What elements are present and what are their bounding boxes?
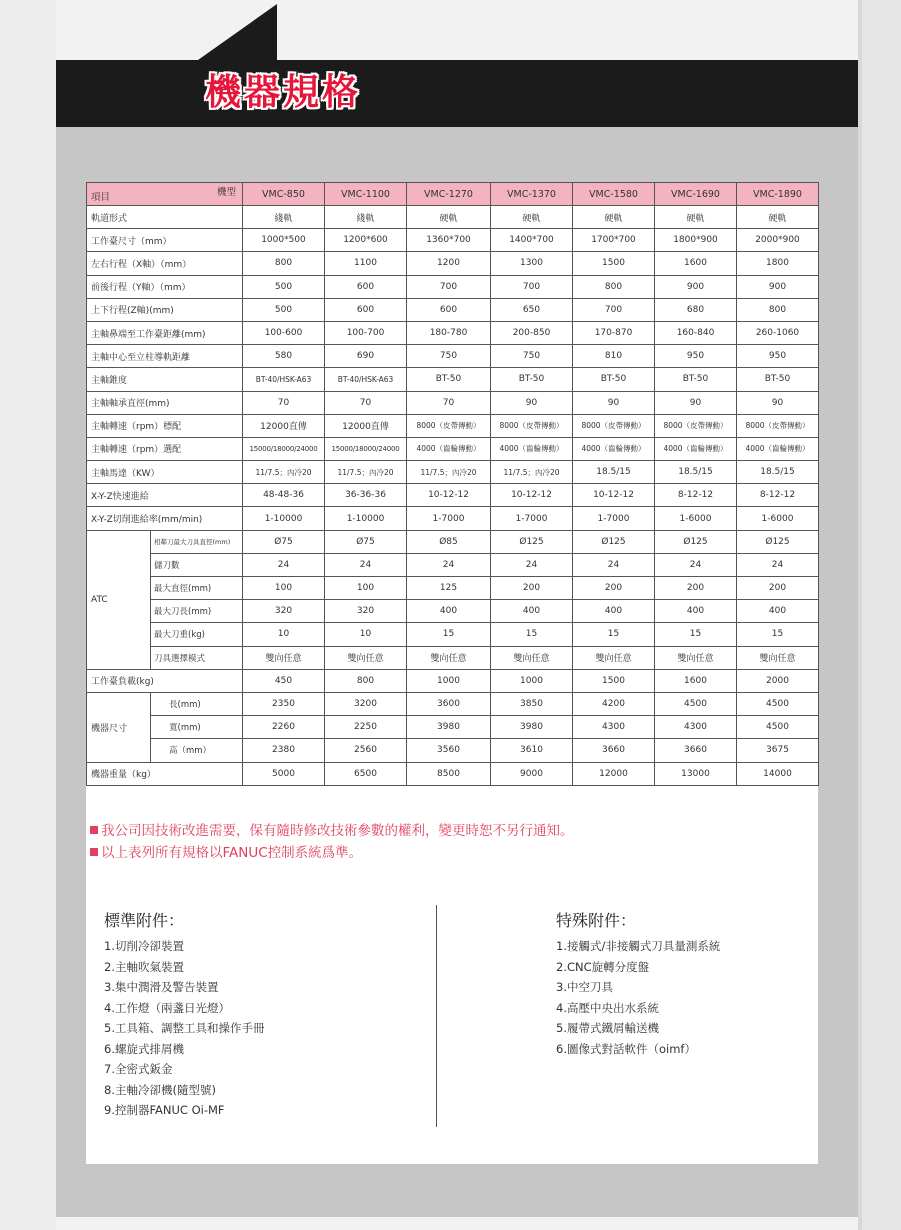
value-cell: 硬軌: [407, 206, 491, 229]
atc-row: [87, 600, 819, 623]
spec-row: [87, 229, 819, 252]
value-cell: 11/7.5；內冷20: [243, 461, 325, 484]
value-cell: 硬軌: [491, 206, 573, 229]
value-cell: 800: [737, 298, 819, 321]
value-cell: 1600: [655, 669, 737, 692]
value-cell: 5000: [243, 762, 325, 785]
value-cell: 160-840: [655, 321, 737, 344]
row-label: 主軸鼻端至工作臺距離(mm): [87, 321, 243, 344]
value-cell: 15: [407, 623, 491, 646]
spec-row: [87, 484, 819, 507]
value-cell: 900: [655, 275, 737, 298]
value-cell: 200: [655, 577, 737, 600]
value-cell: 綫軌: [243, 206, 325, 229]
value-cell: Ø75: [325, 530, 407, 553]
value-cell: 400: [573, 600, 655, 623]
value-cell: 15: [573, 623, 655, 646]
atc-row: [87, 553, 819, 576]
value-cell: 4000（齒輪傳動）: [491, 437, 573, 460]
value-cell: 950: [655, 345, 737, 368]
value-cell: BT-50: [737, 368, 819, 391]
value-cell: 1800: [737, 252, 819, 275]
value-cell: 1-7000: [407, 507, 491, 530]
value-cell: 200: [491, 577, 573, 600]
value-cell: 8000（皮帶傳動）: [491, 414, 573, 437]
value-cell: 200: [737, 577, 819, 600]
value-cell: 180-780: [407, 321, 491, 344]
accessory-item: 4.高壓中央出水系統: [556, 1000, 659, 1015]
row-label: 工作臺尺寸（mm）: [87, 229, 243, 252]
value-cell: 1000: [491, 669, 573, 692]
atc-row-label: 儲刀數: [151, 553, 243, 576]
value-cell: 24: [407, 553, 491, 576]
atc-row-label: 最大刀重(kg): [151, 623, 243, 646]
value-cell: 3980: [407, 716, 491, 739]
value-cell: 10: [243, 623, 325, 646]
value-cell: 雙向任意: [325, 646, 407, 669]
value-cell: 48-48-36: [243, 484, 325, 507]
accessory-item: 6.螺旋式排屑機: [104, 1041, 184, 1056]
row-label: 上下行程(Z軸)(mm): [87, 298, 243, 321]
value-cell: BT-40/HSK-A63: [243, 368, 325, 391]
atc-row: [87, 577, 819, 600]
value-cell: 8-12-12: [655, 484, 737, 507]
atc-row-label: 刀具選擇模式: [151, 646, 243, 669]
value-cell: 600: [325, 275, 407, 298]
value-cell: BT-50: [491, 368, 573, 391]
size-row: [87, 716, 819, 739]
value-cell: 4000（齒輪傳動）: [573, 437, 655, 460]
spec-row: [87, 368, 819, 391]
value-cell: 400: [737, 600, 819, 623]
model-name: VMC-1370: [491, 183, 573, 206]
value-cell: 4300: [573, 716, 655, 739]
value-cell: 950: [737, 345, 819, 368]
atc-row: [87, 623, 819, 646]
value-cell: 320: [325, 600, 407, 623]
standard-accessories-list: [104, 936, 264, 1121]
value-cell: 3660: [573, 739, 655, 762]
size-row-label: 長(mm): [151, 692, 243, 715]
accessory-item: 6.圖像式對話軟件（oimf）: [556, 1041, 696, 1056]
value-cell: 24: [491, 553, 573, 576]
value-cell: 3610: [491, 739, 573, 762]
load-row: [87, 669, 819, 692]
value-cell: 11/7.5；內冷20: [491, 461, 573, 484]
special-accessories-title: 特殊附件：: [556, 911, 637, 930]
note-text: 以上表列所有規格以FANUC控制系統爲準。: [101, 845, 363, 861]
accessory-item: 4.工作燈（兩盞日光燈）: [104, 1000, 230, 1015]
value-cell: 500: [243, 298, 325, 321]
value-cell: 12000: [573, 762, 655, 785]
spec-row: [87, 275, 819, 298]
row-label: X-Y-Z快速進給: [87, 484, 243, 507]
model-name: VMC-850: [243, 183, 325, 206]
value-cell: BT-50: [407, 368, 491, 391]
value-cell: BT-40/HSK-A63: [325, 368, 407, 391]
value-cell: 70: [407, 391, 491, 414]
value-cell: 8000（皮帶傳動）: [573, 414, 655, 437]
value-cell: 1300: [491, 252, 573, 275]
accessory-item: 9.控制器FANUC Oi-MF: [104, 1103, 225, 1117]
row-label: 主軸軸承直徑(mm): [87, 391, 243, 414]
value-cell: 雙向任意: [573, 646, 655, 669]
value-cell: Ø125: [491, 530, 573, 553]
value-cell: 雙向任意: [737, 646, 819, 669]
value-cell: 1360*700: [407, 229, 491, 252]
weight-row: [87, 762, 819, 785]
value-cell: 800: [325, 669, 407, 692]
value-cell: 690: [325, 345, 407, 368]
value-cell: 硬軌: [573, 206, 655, 229]
spec-row: [87, 507, 819, 530]
value-cell: 24: [573, 553, 655, 576]
value-cell: 4500: [737, 692, 819, 715]
accessory-item: 3.中空刀具: [556, 980, 613, 994]
value-cell: 100-600: [243, 321, 325, 344]
row-label: 主軸錐度: [87, 368, 243, 391]
value-cell: 10-12-12: [573, 484, 655, 507]
model-name: VMC-1690: [655, 183, 737, 206]
value-cell: 15000/18000/24000: [325, 437, 407, 460]
spec-row: [87, 298, 819, 321]
spec-row: [87, 206, 819, 229]
value-cell: 雙向任意: [407, 646, 491, 669]
value-cell: 700: [573, 298, 655, 321]
value-cell: 1800*900: [655, 229, 737, 252]
value-cell: 320: [243, 600, 325, 623]
spec-row: [87, 252, 819, 275]
value-cell: 200-850: [491, 321, 573, 344]
value-cell: Ø125: [655, 530, 737, 553]
value-cell: 雙向任意: [491, 646, 573, 669]
value-cell: 1-7000: [491, 507, 573, 530]
size-group-label: 機器尺寸: [87, 692, 151, 762]
value-cell: BT-50: [655, 368, 737, 391]
value-cell: 15: [491, 623, 573, 646]
value-cell: 750: [407, 345, 491, 368]
value-cell: 90: [737, 391, 819, 414]
atc-row-label: 最大刀長(mm): [151, 600, 243, 623]
value-cell: Ø125: [737, 530, 819, 553]
value-cell: 12000直傳: [243, 414, 325, 437]
value-cell: 10-12-12: [491, 484, 573, 507]
value-cell: 580: [243, 345, 325, 368]
value-cell: 1000: [407, 669, 491, 692]
size-row: [87, 692, 819, 715]
value-cell: 8000（皮帶傳動）: [737, 414, 819, 437]
row-label: 左右行程（X軸）（mm）: [87, 252, 243, 275]
note-bullet: [90, 848, 98, 856]
value-cell: 900: [737, 275, 819, 298]
value-cell: 1-6000: [655, 507, 737, 530]
value-cell: 1700*700: [573, 229, 655, 252]
value-cell: 4200: [573, 692, 655, 715]
title-band-wedge: [0, 0, 901, 130]
header-corner-cell: [87, 183, 243, 206]
left-margin: [0, 0, 56, 1230]
value-cell: 4000（齒輪傳動）: [407, 437, 491, 460]
note-text: 我公司因技術改進需要，保有隨時修改技術參數的權利，變更時恕不另行通知。: [101, 823, 574, 839]
value-cell: 雙向任意: [243, 646, 325, 669]
value-cell: 100: [243, 577, 325, 600]
header-row: [87, 183, 819, 206]
value-cell: 3200: [325, 692, 407, 715]
value-cell: 1500: [573, 252, 655, 275]
value-cell: 680: [655, 298, 737, 321]
value-cell: 4000（齒輪傳動）: [737, 437, 819, 460]
value-cell: 2000: [737, 669, 819, 692]
value-cell: 400: [655, 600, 737, 623]
model-name: VMC-1270: [407, 183, 491, 206]
row-label: 機器重量（kg）: [87, 762, 243, 785]
value-cell: 4500: [737, 716, 819, 739]
value-cell: 600: [325, 298, 407, 321]
value-cell: 12000直傳: [325, 414, 407, 437]
value-cell: 4000（齒輪傳動）: [655, 437, 737, 460]
value-cell: 24: [655, 553, 737, 576]
value-cell: 2560: [325, 739, 407, 762]
value-cell: 3660: [655, 739, 737, 762]
value-cell: 15: [737, 623, 819, 646]
value-cell: 9000: [491, 762, 573, 785]
value-cell: 18.5/15: [655, 461, 737, 484]
value-cell: 170-870: [573, 321, 655, 344]
value-cell: 硬軌: [737, 206, 819, 229]
value-cell: 70: [325, 391, 407, 414]
value-cell: 8000（皮帶傳動）: [407, 414, 491, 437]
value-cell: 750: [491, 345, 573, 368]
value-cell: 18.5/15: [573, 461, 655, 484]
value-cell: 400: [407, 600, 491, 623]
size-row: [87, 739, 819, 762]
value-cell: 2260: [243, 716, 325, 739]
value-cell: 15000/18000/24000: [243, 437, 325, 460]
value-cell: 1-7000: [573, 507, 655, 530]
value-cell: 3600: [407, 692, 491, 715]
value-cell: Ø125: [573, 530, 655, 553]
atc-row-label: 相鄰刀最大刀具直徑(mm): [151, 530, 243, 553]
row-label: 主軸轉速（rpm）標配: [87, 414, 243, 437]
row-label: 軌道形式: [87, 206, 243, 229]
value-cell: 10: [325, 623, 407, 646]
value-cell: 3675: [737, 739, 819, 762]
value-cell: 100: [325, 577, 407, 600]
value-cell: 15: [655, 623, 737, 646]
value-cell: 6500: [325, 762, 407, 785]
size-row-label: 高（mm）: [151, 739, 243, 762]
value-cell: 260-1060: [737, 321, 819, 344]
row-label: X-Y-Z切削進給率(mm/min): [87, 507, 243, 530]
value-cell: 11/7.5；內冷20: [407, 461, 491, 484]
accessory-item: 1.切削冷卻裝置: [104, 939, 184, 953]
spec-row: [87, 345, 819, 368]
spec-row: [87, 391, 819, 414]
value-cell: 2000*900: [737, 229, 819, 252]
value-cell: 800: [243, 252, 325, 275]
note-line: [90, 842, 820, 864]
value-cell: 2250: [325, 716, 407, 739]
value-cell: 800: [573, 275, 655, 298]
value-cell: 100-700: [325, 321, 407, 344]
row-label: 主軸馬達（KW）: [87, 461, 243, 484]
size-row-label: 寬(mm): [151, 716, 243, 739]
atc-row: [87, 646, 819, 669]
value-cell: 2380: [243, 739, 325, 762]
note-line: [90, 820, 820, 842]
row-label: 主軸中心至立柱導軌距離: [87, 345, 243, 368]
spec-row: [87, 414, 819, 437]
accessory-item: 1.接觸式/非接觸式刀具量測系統: [556, 939, 721, 953]
value-cell: 1400*700: [491, 229, 573, 252]
value-cell: 18.5/15: [737, 461, 819, 484]
value-cell: 24: [325, 553, 407, 576]
accessory-item: 7.全密式鈑金: [104, 1062, 173, 1076]
spec-row: [87, 461, 819, 484]
value-cell: Ø85: [407, 530, 491, 553]
accessory-item: 8.主軸冷卻機(隨型號): [104, 1082, 216, 1097]
spec-row: [87, 437, 819, 460]
value-cell: 13000: [655, 762, 737, 785]
right-margin-stripe: [858, 0, 862, 1230]
value-cell: 14000: [737, 762, 819, 785]
value-cell: 1500: [573, 669, 655, 692]
value-cell: 700: [491, 275, 573, 298]
value-cell: 600: [407, 298, 491, 321]
value-cell: 1100: [325, 252, 407, 275]
accessories-divider: [436, 905, 437, 1127]
spec-row: [87, 321, 819, 344]
value-cell: 450: [243, 669, 325, 692]
value-cell: 10-12-12: [407, 484, 491, 507]
spec-table: [86, 182, 819, 786]
item-header: 項目: [91, 192, 111, 203]
note-bullet: [90, 826, 98, 834]
value-cell: 1200*600: [325, 229, 407, 252]
value-cell: 650: [491, 298, 573, 321]
value-cell: 4500: [655, 692, 737, 715]
value-cell: 11/7.5；內冷20: [325, 461, 407, 484]
model-name: VMC-1100: [325, 183, 407, 206]
special-accessories-list: [556, 936, 720, 1059]
value-cell: 1200: [407, 252, 491, 275]
value-cell: 1000*500: [243, 229, 325, 252]
value-cell: Ø75: [243, 530, 325, 553]
value-cell: 2350: [243, 692, 325, 715]
value-cell: 1-10000: [325, 507, 407, 530]
value-cell: 24: [737, 553, 819, 576]
value-cell: 4300: [655, 716, 737, 739]
right-margin: [858, 0, 901, 1230]
row-label: 工作臺負載(kg): [87, 669, 243, 692]
notes: [90, 820, 820, 864]
accessory-item: 2.主軸吹氣裝置: [104, 959, 184, 974]
value-cell: 70: [243, 391, 325, 414]
value-cell: 硬軌: [655, 206, 737, 229]
atc-row: [87, 530, 819, 553]
accessory-item: 5.工具箱、調整工具和操作手冊: [104, 1021, 265, 1035]
value-cell: 3980: [491, 716, 573, 739]
value-cell: 810: [573, 345, 655, 368]
row-label: 主軸轉速（rpm）選配: [87, 437, 243, 460]
value-cell: 3560: [407, 739, 491, 762]
model-header: 機型: [216, 187, 236, 198]
value-cell: 1-10000: [243, 507, 325, 530]
accessory-item: 3.集中潤滑及警告裝置: [104, 980, 219, 994]
value-cell: 125: [407, 577, 491, 600]
value-cell: 36-36-36: [325, 484, 407, 507]
value-cell: 8500: [407, 762, 491, 785]
value-cell: 400: [491, 600, 573, 623]
model-name: VMC-1890: [737, 183, 819, 206]
value-cell: 90: [573, 391, 655, 414]
accessory-item: 5.履帶式鐵屑輸送機: [556, 1021, 659, 1035]
value-cell: 1600: [655, 252, 737, 275]
value-cell: 90: [655, 391, 737, 414]
value-cell: BT-50: [573, 368, 655, 391]
value-cell: 雙向任意: [655, 646, 737, 669]
value-cell: 8000（皮帶傳動）: [655, 414, 737, 437]
value-cell: 8-12-12: [737, 484, 819, 507]
value-cell: 綫軌: [325, 206, 407, 229]
atc-group-label: ATC: [87, 530, 151, 669]
atc-row-label: 最大直徑(mm): [151, 577, 243, 600]
value-cell: 24: [243, 553, 325, 576]
value-cell: 1-6000: [737, 507, 819, 530]
model-name: VMC-1580: [573, 183, 655, 206]
value-cell: 700: [407, 275, 491, 298]
page-title: 機器規格: [205, 72, 362, 113]
row-label: 前後行程（Y軸）（mm）: [87, 275, 243, 298]
value-cell: 500: [243, 275, 325, 298]
value-cell: 200: [573, 577, 655, 600]
accessory-item: 2.CNC旋轉分度盤: [556, 959, 650, 974]
value-cell: 3850: [491, 692, 573, 715]
standard-accessories-title: 標準附件：: [104, 911, 185, 930]
value-cell: 90: [491, 391, 573, 414]
